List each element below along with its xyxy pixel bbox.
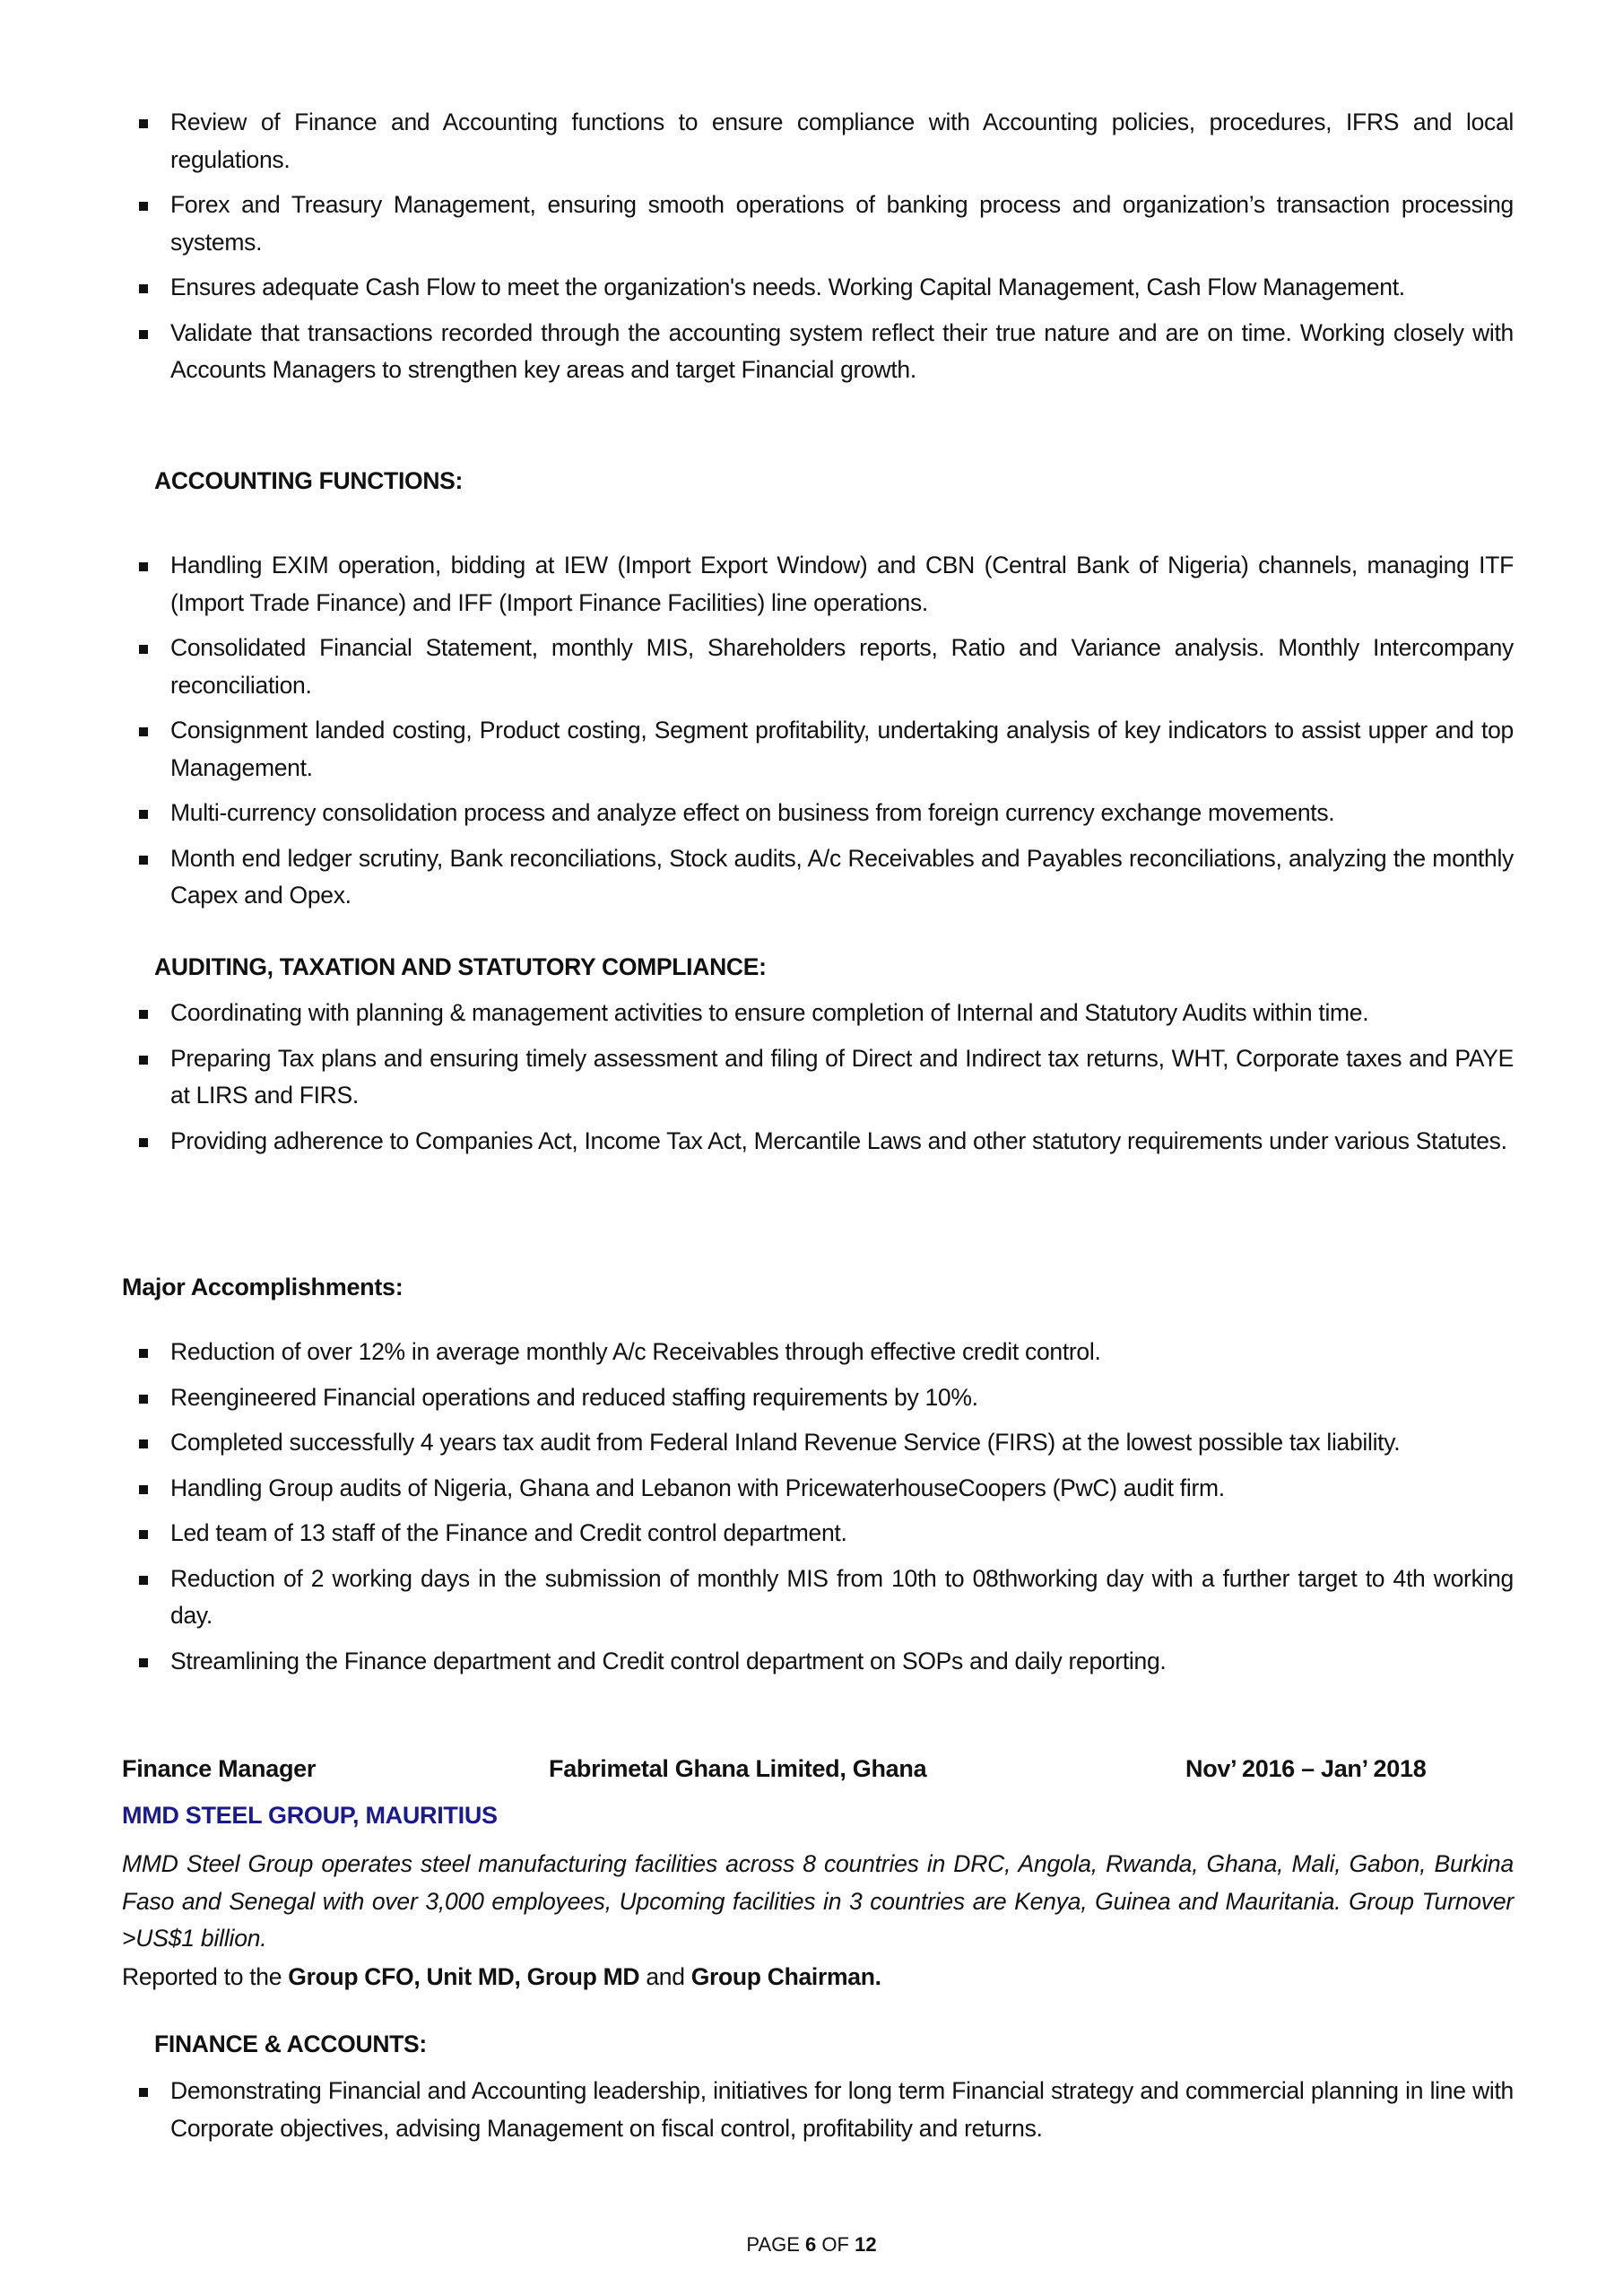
bullet-square-icon — [139, 856, 148, 865]
bullet-text: Reduction of over 12% in average monthly A/c Receivables through effective credit control. — [170, 1338, 1101, 1365]
bullet-text: Providing adherence to Companies Act, Income Tax Act, Mercantile Laws and other statutory requirements under various Statutes. — [170, 1126, 1507, 1154]
bullet-text: Reengineered Financial operations and reduced staffing requirements by 10%. — [170, 1383, 978, 1411]
bullet-square-icon — [139, 202, 148, 211]
list-item — [122, 1424, 1514, 1462]
list-item — [122, 547, 1514, 622]
bullet-square-icon — [139, 1658, 148, 1667]
bullet-square-icon — [139, 330, 148, 339]
page-current: 6 — [805, 2233, 817, 2256]
job-employer: Fabrimetal Ghana Limited, Ghana — [549, 1755, 927, 1782]
company-description: MMD Steel Group operates steel manufacturing facilities across 8 countries in DRC, Angola, Rwanda, Ghana, Mali, Gabon, Burkina Faso and Senegal with over 3,000 employees, Upcoming facilities in 3 countries are Kenya, Guinea and Mauritania. Group Turnover >US$1 billion. — [122, 1850, 1514, 1952]
page-label: PAGE — [746, 2233, 806, 2256]
bullet-text: Handling Group audits of Nigeria, Ghana and Lebanon with PricewaterhouseCoopers (PwC) audit firm. — [170, 1474, 1225, 1501]
bullet-square-icon — [139, 2088, 148, 2097]
bullet-square-icon — [139, 1349, 148, 1358]
bullet-text: Review of Finance and Accounting functions to ensure compliance with Accounting policies, procedures, IFRS and local regulations. — [170, 109, 1514, 173]
job-title: Finance Manager — [122, 1755, 317, 1782]
list-item — [122, 1470, 1514, 1508]
bullet-text: Consolidated Financial Statement, monthly MIS, Shareholders reports, Ratio and Variance analysis. Monthly Intercompany reconciliation. — [170, 634, 1514, 699]
job-header-row — [122, 1755, 1521, 1791]
bullet-text: Validate that transactions recorded through the accounting system reflect their true nature and are on time. Working closely with Accounts Managers to strengthen key areas and target Financial growth. — [170, 318, 1514, 383]
bullet-square-icon — [139, 727, 148, 736]
auditing-bullet-list — [122, 995, 1514, 1160]
reported-chairman: Group Chairman. — [690, 1963, 881, 1990]
list-item — [122, 630, 1514, 704]
list-item — [122, 1123, 1514, 1161]
list-item — [122, 1515, 1514, 1552]
list-item — [122, 1334, 1514, 1371]
accomplishments-bullet-list — [122, 1334, 1514, 1680]
list-item — [122, 1040, 1514, 1115]
bullet-text: Streamlining the Finance department and Credit control department on SOPs and daily reporting. — [170, 1647, 1167, 1674]
list-item — [122, 2073, 1514, 2147]
page-footer — [0, 2233, 1623, 2257]
section-heading-accounting: ACCOUNTING FUNCTIONS: — [154, 467, 464, 494]
bullet-text: Month end ledger scrutiny, Bank reconciliations, Stock audits, A/c Receivables and Payables reconciliations, analyzing the monthly Capex and Opex. — [170, 844, 1514, 909]
list-item — [122, 840, 1514, 915]
bullet-text: Consignment landed costing, Product costing, Segment profitability, undertaking analysis of key indicators to assist upper and top Management. — [170, 717, 1514, 781]
section-heading-auditing: AUDITING, TAXATION AND STATUTORY COMPLIANCE: — [154, 953, 767, 980]
bullet-text: Coordinating with planning & management activities to ensure completion of Internal and Statutory Audits within time. — [170, 999, 1369, 1026]
bullet-square-icon — [139, 119, 148, 128]
company-group-name: MMD STEEL GROUP, MAURITIUS — [122, 1802, 498, 1829]
list-item — [122, 712, 1514, 787]
bullet-square-icon — [139, 1010, 148, 1019]
bullet-square-icon — [139, 1485, 148, 1494]
bullet-text: Reduction of 2 working days in the submission of monthly MIS from 10th to 08thworking day with a further target to 4th working day. — [170, 1564, 1514, 1629]
bullet-square-icon — [139, 1530, 148, 1539]
reporting-line — [122, 1963, 881, 1991]
job-dates: Nov’ 2016 – Jan’ 2018 — [1185, 1755, 1427, 1782]
section-heading-finance-accounts: FINANCE & ACCOUNTS: — [154, 2031, 427, 2057]
bullet-text: Demonstrating Financial and Accounting leadership, initiatives for long term Financial strategy and commercial planning in line with Corporate objectives, advising Management on fiscal control, profitability and returns. — [170, 2077, 1514, 2142]
bullet-square-icon — [139, 284, 148, 293]
bullet-square-icon — [139, 1138, 148, 1147]
bullet-square-icon — [139, 810, 148, 819]
reported-prefix: Reported to the — [122, 1963, 289, 1990]
bullet-text: Preparing Tax plans and ensuring timely assessment and filing of Direct and Indirect tax returns, WHT, Corporate taxes and PAYE at LIRS and FIRS. — [170, 1044, 1514, 1109]
list-item — [122, 795, 1514, 832]
bullet-text: Ensures adequate Cash Flow to meet the organization's needs. Working Capital Management, Cash Flow Management. — [170, 274, 1405, 300]
page-of-label: OF — [816, 2233, 855, 2256]
bullet-text: Completed successfully 4 years tax audit from Federal Inland Revenue Service (FIRS) at the lowest possible tax liability. — [170, 1429, 1401, 1456]
bullet-square-icon — [139, 1576, 148, 1585]
bullet-square-icon — [139, 1056, 148, 1065]
list-item — [122, 995, 1514, 1032]
list-item — [122, 1643, 1514, 1681]
reported-and: and — [639, 1963, 691, 1990]
list-item — [122, 269, 1514, 307]
page-total: 12 — [855, 2233, 877, 2256]
list-item — [122, 315, 1514, 389]
top-bullet-list — [122, 104, 1514, 389]
bullet-text: Led team of 13 staff of the Finance and Credit control department. — [170, 1519, 847, 1546]
bullet-square-icon — [139, 562, 148, 571]
accounting-bullet-list — [122, 547, 1514, 915]
bullet-square-icon — [139, 645, 148, 654]
list-item — [122, 187, 1514, 261]
bullet-text: Multi-currency consolidation process and analyze effect on business from foreign currency exchange movements. — [170, 799, 1335, 826]
finance-accounts-bullet-list — [122, 2073, 1514, 2147]
reported-roles: Group CFO, Unit MD, Group MD — [288, 1963, 640, 1990]
list-item — [122, 1561, 1514, 1635]
bullet-text: Handling EXIM operation, bidding at IEW (Import Export Window) and CBN (Central Bank of Nigeria) channels, managing ITF (Import Trade Finance) and IFF (Import Finance Facilities) line operations. — [170, 552, 1514, 616]
list-item — [122, 104, 1514, 178]
bullet-square-icon — [139, 1395, 148, 1404]
list-item — [122, 1379, 1514, 1417]
bullet-text: Forex and Treasury Management, ensuring smooth operations of banking process and organization’s transaction processing systems. — [170, 191, 1514, 256]
bullet-square-icon — [139, 1439, 148, 1448]
section-heading-accomplishments: Major Accomplishments: — [122, 1274, 404, 1300]
